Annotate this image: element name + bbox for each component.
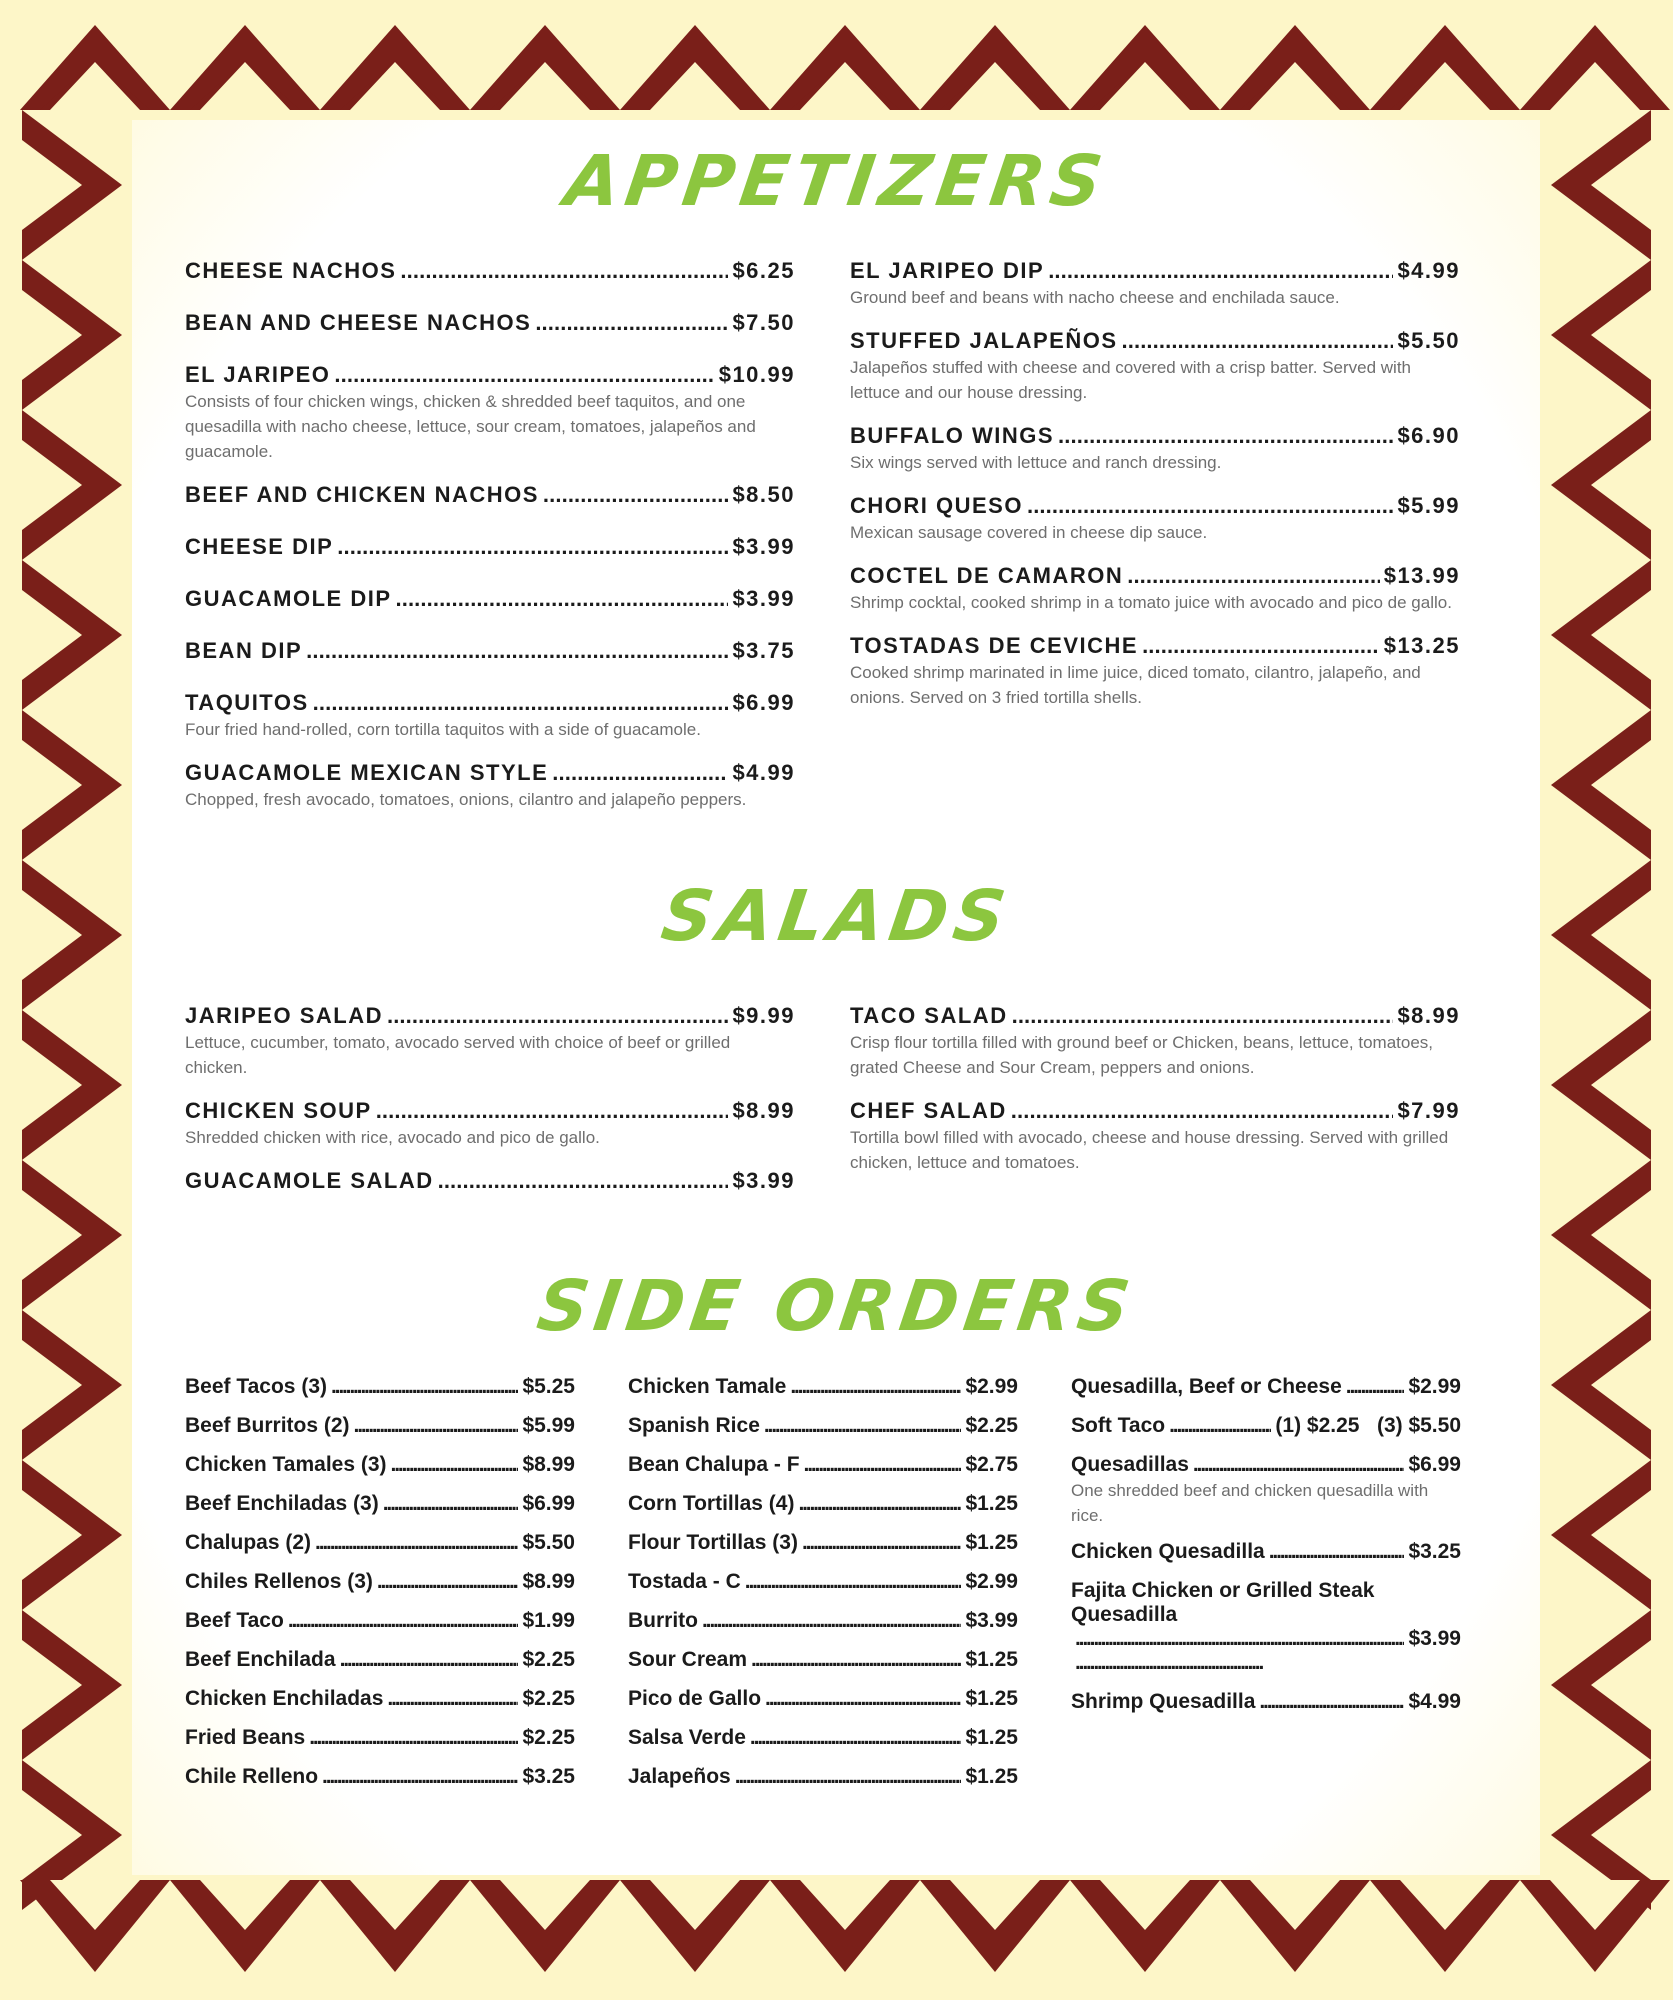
appetizers-left-column xyxy=(185,258,795,830)
dot-leader xyxy=(1012,1003,1394,1029)
menu-item-price: $1.99 xyxy=(522,1609,575,1632)
menu-item-price: $3.75 xyxy=(732,638,795,663)
menu-item xyxy=(185,1609,575,1633)
menu-item-name: GUACAMOLE SALAD xyxy=(185,1168,434,1193)
menu-item-row xyxy=(850,258,1460,284)
menu-item-price: $6.25 xyxy=(732,258,795,283)
menu-item-row xyxy=(1071,1453,1461,1477)
menu-item xyxy=(185,638,795,664)
menu-item-name: CHICKEN SOUP xyxy=(185,1098,372,1123)
dot-leader xyxy=(751,1648,961,1672)
menu-item-description: One shredded beef and chicken quesadilla with rice. xyxy=(1071,1481,1429,1525)
menu-item-row xyxy=(185,690,795,716)
menu-item-name: Shrimp Quesadilla xyxy=(1071,1690,1256,1713)
menu-item-name: CHORI QUESO xyxy=(850,493,1023,518)
menu-item-name: EL JARIPEO xyxy=(185,362,331,387)
menu-item-name: Chicken Tamale xyxy=(628,1375,787,1398)
menu-item xyxy=(185,1414,575,1438)
menu-item-price: $3.99 xyxy=(732,1168,795,1193)
side-orders-column-3 xyxy=(1071,1375,1461,1729)
menu-item-description: Crisp flour tortilla filled with ground beef or Chicken, beans, lettuce, tomatoes, grated Cheese and Sour Cream, peppers and onions. xyxy=(850,1033,1434,1077)
menu-item-name: Sour Cream xyxy=(628,1648,748,1671)
menu-item-row xyxy=(628,1765,1018,1789)
menu-item-row xyxy=(850,1003,1460,1029)
dot-leader xyxy=(1122,328,1394,354)
dot-leader xyxy=(1011,1098,1394,1124)
menu-item-row xyxy=(185,760,795,786)
dot-leader xyxy=(535,310,728,336)
menu-item-row xyxy=(628,1609,1018,1633)
dot-leader xyxy=(804,1453,962,1477)
menu-item-description: Six wings served with lettuce and ranch dressing. xyxy=(850,453,1222,472)
menu-item-row xyxy=(185,1765,575,1789)
salads-right-column xyxy=(850,1003,1460,1193)
menu-item-name: Beef Enchiladas (3) xyxy=(185,1492,379,1515)
menu-item-row xyxy=(1071,1690,1461,1714)
menu-item-row xyxy=(628,1726,1018,1750)
dot-leader xyxy=(383,1492,519,1516)
dot-leader xyxy=(543,482,729,508)
menu-item xyxy=(850,563,1460,615)
menu-item-name: Jalapeños xyxy=(628,1765,731,1788)
menu-item-name: BEAN AND CHEESE NACHOS xyxy=(185,310,532,335)
dot-leader xyxy=(745,1570,962,1594)
menu-item-name: Corn Tortillas (4) xyxy=(628,1492,795,1515)
menu-item-name: BEEF AND CHICKEN NACHOS xyxy=(185,482,539,507)
menu-item-price: $5.50 xyxy=(1397,328,1460,353)
menu-item xyxy=(185,1570,575,1594)
menu-item xyxy=(185,760,795,812)
menu-item-price: $8.99 xyxy=(522,1453,575,1476)
menu-item-price: $2.99 xyxy=(965,1570,1018,1593)
menu-item-price: $5.99 xyxy=(522,1414,575,1437)
menu-item-price: $1.25 xyxy=(965,1492,1018,1515)
menu-item-price: $4.99 xyxy=(1408,1690,1461,1713)
menu-item-name: Quesadillas xyxy=(1071,1453,1189,1476)
menu-item-price: $3.99 xyxy=(1408,1627,1461,1650)
menu-item-name: Beef Tacos (3) xyxy=(185,1375,327,1398)
menu-item-name: Tostada - C xyxy=(628,1570,741,1593)
menu-item-price: $6.99 xyxy=(522,1492,575,1515)
menu-item-row xyxy=(850,328,1460,354)
menu-item xyxy=(185,1375,575,1399)
dot-leader xyxy=(400,258,728,284)
dot-leader xyxy=(764,1414,962,1438)
menu-item-price: $3.25 xyxy=(522,1765,575,1788)
appetizers-title: APPETIZERS xyxy=(560,140,1113,222)
menu-item-row xyxy=(185,310,795,336)
dot-leader xyxy=(288,1609,519,1633)
menu-item xyxy=(850,423,1460,475)
menu-item-name: Pico de Gallo xyxy=(628,1687,762,1710)
dot-leader xyxy=(1169,1414,1271,1438)
menu-item-name: Beef Burritos (2) xyxy=(185,1414,350,1437)
dot-leader xyxy=(340,1648,519,1672)
menu-item-price: $8.99 xyxy=(1397,1003,1460,1028)
menu-item-row xyxy=(185,1375,575,1399)
menu-item-name: GUACAMOLE MEXICAN STYLE xyxy=(185,760,549,785)
menu-item-price: $7.99 xyxy=(1397,1098,1460,1123)
menu-item-price: $3.25 xyxy=(1408,1540,1461,1563)
menu-item-row xyxy=(628,1453,1018,1477)
menu-item-row xyxy=(628,1648,1018,1672)
menu-item-description: Ground beef and beans with nacho cheese and enchilada sauce. xyxy=(850,288,1340,307)
menu-item-name: Beef Taco xyxy=(185,1609,284,1632)
dot-leader xyxy=(1027,493,1393,519)
menu-item-price: $8.99 xyxy=(522,1570,575,1593)
menu-item-description: Jalapeños stuffed with cheese and covered with a crisp batter. Served with lettuce and our house dressing. xyxy=(850,358,1412,402)
menu-item xyxy=(185,1726,575,1750)
menu-item xyxy=(185,1765,575,1789)
menu-item xyxy=(1071,1690,1461,1714)
menu-item-name: STUFFED JALAPEÑOS xyxy=(850,328,1118,353)
menu-item-description: Chopped, fresh avocado, tomatoes, onions, cilantro and jalapeño peppers. xyxy=(185,790,747,809)
menu-item-row xyxy=(628,1375,1018,1399)
menu-item-name: TACO SALAD xyxy=(850,1003,1008,1028)
menu-item-price: $13.99 xyxy=(1383,563,1460,588)
menu-item-name: BUFFALO WINGS xyxy=(850,423,1055,448)
dot-leader xyxy=(798,1492,961,1516)
menu-item-name: COCTEL DE CAMARON xyxy=(850,563,1124,588)
menu-item-row xyxy=(628,1531,1018,1555)
dot-leader xyxy=(315,1531,518,1555)
menu-item-name: CHEF SALAD xyxy=(850,1098,1007,1123)
menu-item-row xyxy=(850,493,1460,519)
dot-leader xyxy=(735,1765,962,1789)
menu-item xyxy=(185,1492,575,1516)
menu-item-name: Soft Taco xyxy=(1071,1414,1166,1437)
salads-left-column xyxy=(185,1003,795,1220)
menu-item xyxy=(628,1570,1018,1594)
dot-leader xyxy=(765,1687,961,1711)
menu-item xyxy=(628,1687,1018,1711)
menu-item-name: Chicken Enchiladas xyxy=(185,1687,384,1710)
menu-item-description: Mexican sausage covered in cheese dip sauce. xyxy=(850,523,1208,542)
menu-item xyxy=(185,1687,575,1711)
menu-item-row xyxy=(628,1570,1018,1594)
appetizers-right-column xyxy=(850,258,1460,728)
menu-item-price: $2.25 xyxy=(522,1726,575,1749)
menu-item-price: $8.99 xyxy=(732,1098,795,1123)
menu-item-row xyxy=(850,1098,1460,1124)
dot-leader xyxy=(1346,1375,1405,1399)
dot-leader xyxy=(1048,258,1393,284)
menu-item-description: Four fried hand-rolled, corn tortilla taquitos with a side of guacamole. xyxy=(185,720,701,739)
menu-item-row xyxy=(1071,1414,1461,1438)
menu-item-row xyxy=(185,1648,575,1672)
menu-item xyxy=(185,1098,795,1150)
menu-item-name: Chiles Rellenos (3) xyxy=(185,1570,373,1593)
dot-leader xyxy=(1259,1690,1404,1714)
menu-item-name: Spanish Rice xyxy=(628,1414,760,1437)
menu-item-price: $5.99 xyxy=(1397,493,1460,518)
menu-item xyxy=(628,1726,1018,1750)
menu-item xyxy=(628,1492,1018,1516)
menu-item-price: $4.99 xyxy=(1397,258,1460,283)
dot-leader xyxy=(1058,423,1393,449)
menu-item-description: Cooked shrimp marinated in lime juice, diced tomato, cilantro, jalapeño, and onions. Served on 3 fried tortilla shells. xyxy=(850,663,1421,707)
menu-item-row xyxy=(1071,1375,1461,1399)
dot-leader xyxy=(1269,1540,1405,1564)
menu-item-price: $1.25 xyxy=(965,1726,1018,1749)
dot-leader xyxy=(1142,633,1380,659)
dot-leader xyxy=(313,690,729,716)
menu-item xyxy=(1071,1414,1461,1438)
menu-item-price: $1.25 xyxy=(965,1531,1018,1554)
menu-item-name: GUACAMOLE DIP xyxy=(185,586,392,611)
menu-item xyxy=(850,328,1460,405)
menu-item-name: Fajita Chicken or Grilled Steak Quesadilla xyxy=(1071,1579,1375,1626)
menu-item-price: $6.99 xyxy=(1408,1453,1461,1476)
menu-item xyxy=(628,1414,1018,1438)
menu-item-row xyxy=(850,423,1460,449)
menu-item-name: Chalupas (2) xyxy=(185,1531,312,1554)
dot-leader xyxy=(322,1765,518,1789)
menu-item-description: Shrimp cocktal, cooked shrimp in a tomato juice with avocado and pico de gallo. xyxy=(850,593,1452,612)
dot-leader xyxy=(552,760,728,786)
menu-item xyxy=(1071,1579,1461,1675)
menu-item-price: $2.99 xyxy=(965,1375,1018,1398)
dot-leader xyxy=(438,1168,729,1194)
menu-item-row xyxy=(628,1687,1018,1711)
menu-item-price: (1) $2.25 (3) $5.50 xyxy=(1275,1414,1461,1437)
menu-item-description: Lettuce, cucumber, tomato, avocado served with choice of beef or grilled chicken. xyxy=(185,1033,731,1077)
menu-item xyxy=(1071,1453,1461,1528)
menu-item-price: $13.25 xyxy=(1383,633,1460,658)
menu-item-price: $1.25 xyxy=(965,1765,1018,1788)
menu-item-name: BEAN DIP xyxy=(185,638,303,663)
menu-item-name: CHEESE DIP xyxy=(185,534,334,559)
dot-leader xyxy=(790,1375,961,1399)
menu-item-name: Burrito xyxy=(628,1609,698,1632)
dot-leader xyxy=(391,1453,519,1477)
side-orders-title: SIDE ORDERS xyxy=(532,1265,1141,1347)
dot-leader xyxy=(802,1531,961,1555)
menu-item-row xyxy=(850,563,1460,589)
menu-item-row xyxy=(628,1414,1018,1438)
menu-item-name: Chile Relleno xyxy=(185,1765,319,1788)
menu-item-row xyxy=(185,1726,575,1750)
menu-item xyxy=(628,1765,1018,1789)
menu-item-row xyxy=(850,633,1460,659)
menu-item-price: $2.25 xyxy=(965,1414,1018,1437)
menu-item-price: $10.99 xyxy=(718,362,795,387)
menu-item-price: $1.25 xyxy=(965,1648,1018,1671)
side-orders-column-1 xyxy=(185,1375,575,1804)
menu-item-price: $2.75 xyxy=(965,1453,1018,1476)
menu-item xyxy=(628,1453,1018,1477)
menu-item xyxy=(628,1531,1018,1555)
menu-item xyxy=(185,1648,575,1672)
menu-item-name: Beef Enchilada xyxy=(185,1648,336,1671)
dot-leader xyxy=(1127,563,1379,589)
menu-item xyxy=(185,482,795,508)
menu-item-name: Chicken Quesadilla xyxy=(1071,1540,1265,1563)
menu-item xyxy=(185,1003,795,1080)
menu-item-row xyxy=(1071,1579,1461,1675)
menu-item xyxy=(185,1453,575,1477)
menu-item-price: $1.25 xyxy=(965,1687,1018,1710)
dot-leader xyxy=(306,638,728,664)
dot-leader xyxy=(387,1003,728,1029)
menu-item-price: $5.25 xyxy=(522,1375,575,1398)
menu-item-row xyxy=(185,1453,575,1477)
menu-item-price: $4.99 xyxy=(732,760,795,785)
menu-item-price: $5.50 xyxy=(522,1531,575,1554)
dot-leader xyxy=(376,1098,729,1124)
menu-item-row xyxy=(185,638,795,664)
menu-item-row xyxy=(185,1609,575,1633)
dot-leader xyxy=(331,1375,518,1399)
menu-item-name: Bean Chalupa - F xyxy=(628,1453,800,1476)
salads-title: SALADS xyxy=(656,875,1017,957)
menu-item-name: Chicken Tamales (3) xyxy=(185,1453,387,1476)
menu-item-row xyxy=(185,1687,575,1711)
menu-item-price: $3.99 xyxy=(965,1609,1018,1632)
menu-item-name: Flour Tortillas (3) xyxy=(628,1531,798,1554)
menu-item-row xyxy=(185,1570,575,1594)
menu-item xyxy=(185,362,795,464)
menu-item xyxy=(185,1531,575,1555)
menu-item xyxy=(628,1609,1018,1633)
menu-item xyxy=(185,534,795,560)
menu-item-row xyxy=(185,1168,795,1194)
menu-item-row xyxy=(185,1414,575,1438)
menu-item-name: TOSTADAS DE CEVICHE xyxy=(850,633,1139,658)
menu-item-description: Consists of four chicken wings, chicken & shredded beef taquitos, and one quesadilla with nacho cheese, lettuce, sour cream, tomatoes, jalapeños and guacamole. xyxy=(185,392,756,461)
menu-item-row xyxy=(185,482,795,508)
menu-item-price: $2.99 xyxy=(1408,1375,1461,1398)
menu-item-description: Shredded chicken with rice, avocado and pico de gallo. xyxy=(185,1128,600,1147)
menu-item-row xyxy=(1071,1540,1461,1564)
menu-item-price: $2.25 xyxy=(522,1687,575,1710)
menu-item-price: $9.99 xyxy=(732,1003,795,1028)
menu-item-price: $6.99 xyxy=(732,690,795,715)
menu-item xyxy=(185,1168,795,1194)
menu-item-description: Tortilla bowl filled with avocado, cheese and house dressing. Served with grilled chicken, lettuce and tomatoes. xyxy=(850,1128,1449,1172)
menu-item-row xyxy=(185,1492,575,1516)
menu-item xyxy=(850,633,1460,710)
dot-leader xyxy=(334,362,714,388)
dot-leader xyxy=(1075,1627,1404,1675)
menu-item-price: $3.99 xyxy=(732,586,795,611)
menu-item-row xyxy=(185,258,795,284)
menu-item-name: Fried Beans xyxy=(185,1726,306,1749)
menu-item-name: EL JARIPEO DIP xyxy=(850,258,1045,283)
menu-item xyxy=(850,1098,1460,1175)
menu-item-price: $3.99 xyxy=(732,534,795,559)
dot-leader xyxy=(396,586,729,612)
menu-item xyxy=(185,586,795,612)
menu-item-price: $2.25 xyxy=(522,1648,575,1671)
menu-item xyxy=(185,258,795,284)
menu-item-row xyxy=(185,1531,575,1555)
menu-item-row xyxy=(185,534,795,560)
dot-leader xyxy=(337,534,728,560)
dot-leader xyxy=(750,1726,962,1750)
menu-item-row xyxy=(185,1003,795,1029)
menu-item-name: TAQUITOS xyxy=(185,690,309,715)
menu-item xyxy=(850,493,1460,545)
dot-leader xyxy=(309,1726,518,1750)
dot-leader xyxy=(1193,1453,1405,1477)
side-orders-column-2 xyxy=(628,1375,1018,1804)
dot-leader xyxy=(377,1570,519,1594)
menu-item xyxy=(628,1375,1018,1399)
menu-item-row xyxy=(185,1098,795,1124)
menu-item xyxy=(850,1003,1460,1080)
menu-item-price: $8.50 xyxy=(732,482,795,507)
menu-item xyxy=(185,690,795,742)
dot-leader xyxy=(354,1414,519,1438)
menu-item xyxy=(185,310,795,336)
menu-item xyxy=(1071,1540,1461,1564)
menu-item-row xyxy=(628,1492,1018,1516)
menu-item-price: $6.90 xyxy=(1397,423,1460,448)
menu-item-row xyxy=(185,362,795,388)
menu-item xyxy=(850,258,1460,310)
menu-item xyxy=(1071,1375,1461,1399)
menu-item-row xyxy=(185,586,795,612)
menu-item-name: JARIPEO SALAD xyxy=(185,1003,383,1028)
menu-item-name: CHEESE NACHOS xyxy=(185,258,397,283)
menu-item-name: Salsa Verde xyxy=(628,1726,746,1749)
menu-item-name: Quesadilla, Beef or Cheese xyxy=(1071,1375,1342,1398)
dot-leader xyxy=(702,1609,961,1633)
menu-item xyxy=(628,1648,1018,1672)
dot-leader xyxy=(387,1687,518,1711)
menu-item-price: $7.50 xyxy=(732,310,795,335)
